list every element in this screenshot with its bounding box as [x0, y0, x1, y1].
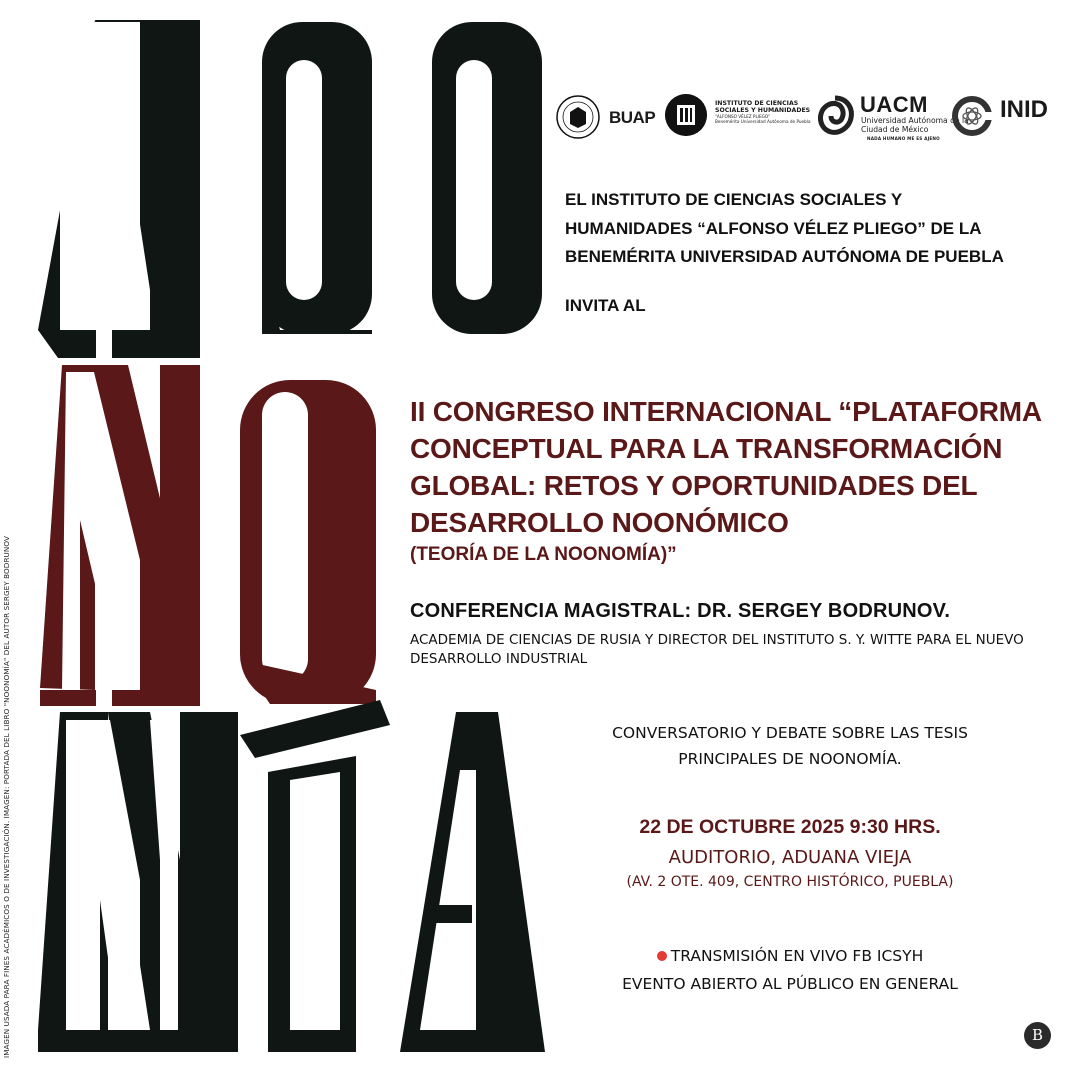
cover-letter-n-row1 — [38, 20, 200, 358]
cover-letter-o-row1a — [262, 22, 372, 334]
live-stream-text: TRANSMISIÓN EN VIVO FB ICSYH — [670, 947, 924, 965]
icsyh-line3: "ALFONSO VÉLEZ PLIEGO" — [715, 114, 771, 120]
icsyh-line4: Benemérita Universidad Autónoma de Puebla — [715, 119, 811, 125]
congress-line2: CONCEPTUAL PARA LA TRANSFORMACIÓN — [410, 433, 1003, 464]
intro-text — [565, 186, 1065, 272]
uacm-motto: NADA HUMANO ME ES AJENO — [867, 136, 940, 141]
conversatorio-text — [560, 720, 1020, 772]
keynote-title: CONFERENCIA MAGISTRAL: DR. SERGEY BODRUNOV. — [410, 600, 951, 622]
intro-line3: BENEMÉRITA UNIVERSIDAD AUTÓNOMA DE PUEBLA — [565, 247, 1004, 266]
uacm-serpent-icon — [813, 94, 857, 138]
uacm-logo-text: UACM — [860, 92, 928, 117]
side-image-credit: IMAGEN USADA PARA FINES ACADÉMICOS O DE INVESTIGACIÓN. IMAGEN: PORTADA DEL LIBRO "NOONOMÍA" DEL AUTOR SERGEY BODRUNOV — [2, 535, 11, 1058]
congress-subtitle: (TEORÍA DE LA NOONOMÍA)” — [410, 544, 677, 565]
event-venue: AUDITORIO, ADUANA VIEJA — [668, 847, 912, 868]
cover-letter-i-accent-row3 — [240, 700, 390, 1052]
live-dot-icon — [657, 951, 667, 961]
event-date: 22 DE OCTUBRE 2025 9:30 HRS. — [639, 816, 941, 838]
cover-letter-a-row3 — [400, 712, 545, 1052]
icsyh-building-icon — [665, 94, 707, 136]
event-address: (AV. 2 OTE. 409, CENTRO HISTÓRICO, PUEBLA) — [626, 874, 954, 890]
corner-brand-logo: B — [1024, 1022, 1051, 1049]
congress-line3: GLOBAL: RETOS Y OPORTUNIDADES DEL — [410, 470, 978, 501]
cover-letter-n-row2 — [40, 365, 200, 706]
congress-line1: II CONGRESO INTERNACIONAL “PLATAFORMA — [410, 396, 1042, 427]
conversatorio-line2: PRINCIPALES DE NOONOMÍA. — [678, 750, 902, 768]
intro-line2: HUMANIDADES “ALFONSO VÉLEZ PLIEGO” DE LA — [565, 218, 982, 238]
icsyh-line1: INSTITUTO DE CIENCIAS — [715, 100, 799, 107]
institution-logos — [555, 86, 1065, 146]
broadcast-info — [560, 942, 1020, 998]
uacm-subtitle: Universidad Autónoma de la Ciudad de México — [861, 116, 969, 134]
cover-letter-o-row2 — [240, 380, 376, 704]
cover-letter-m-row3 — [38, 712, 238, 1052]
congress-title — [410, 393, 1070, 541]
conversatorio-line1: CONVERSATORIO Y DEBATE SOBRE LAS TESIS — [612, 724, 968, 742]
cover-letter-o-row1b — [432, 22, 542, 334]
keynote-desc-line2: DESARROLLO INDUSTRIAL — [410, 651, 588, 667]
keynote-desc-line1: ACADEMIA DE CIENCIAS DE RUSIA Y DIRECTOR DEL INSTITUTO S. Y. WITTE PARA EL NUEVO — [410, 632, 1024, 648]
open-event-text: EVENTO ABIERTO AL PÚBLICO EN GENERAL — [622, 975, 958, 993]
inid-logo-text: INID — [1000, 96, 1048, 123]
buap-logo-text: BUAP — [609, 108, 656, 127]
invita-heading: INVITA AL — [565, 296, 646, 315]
icsyh-line2: SOCIALES Y HUMANIDADES — [715, 107, 811, 115]
keynote-description — [410, 631, 1050, 669]
intro-line1: EL INSTITUTO DE CIENCIAS SOCIALES Y — [565, 190, 903, 209]
congress-line4: DESARROLLO NOONÓMICO — [410, 507, 789, 538]
icsyh-logo-text — [715, 100, 825, 124]
buap-seal-icon — [555, 94, 601, 140]
inid-atom-icon — [950, 94, 994, 138]
